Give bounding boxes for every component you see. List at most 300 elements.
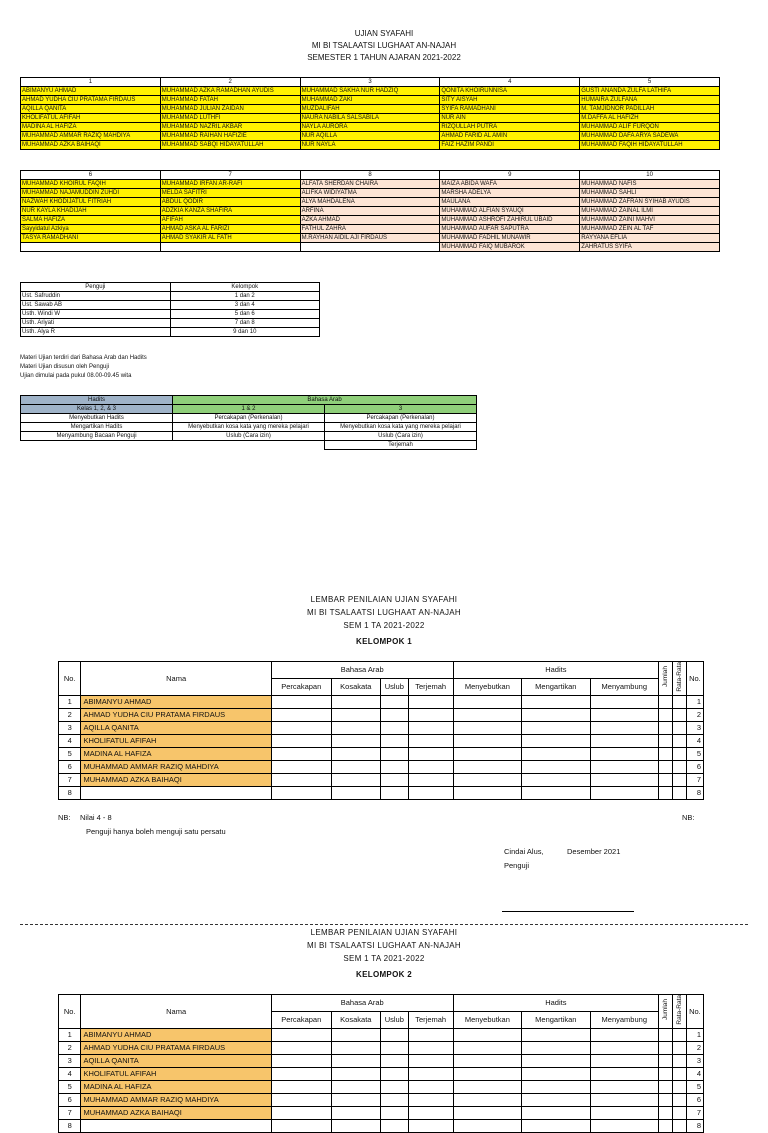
score-cell[interactable]: [408, 1119, 453, 1132]
score-row: [59, 695, 704, 708]
score-cell[interactable]: [659, 1080, 673, 1093]
penguji-table: [20, 282, 320, 337]
score-cell[interactable]: [659, 721, 673, 734]
row-number-right: 2: [686, 1041, 703, 1054]
group-number: 10: [580, 171, 720, 180]
row-number-right: 6: [686, 1093, 703, 1106]
student-name-cell: MUHAMMAD ASHROFI ZAHIRUL UBAID: [440, 216, 580, 225]
score-cell[interactable]: [590, 1106, 658, 1119]
score-cell[interactable]: [672, 747, 686, 760]
kelas-12-header: 1 & 2: [173, 405, 325, 414]
penguji-row: [21, 292, 320, 301]
score-cell[interactable]: [271, 721, 331, 734]
student-name: MUHAMMAD AMMAR RAZIQ MAHDIYA: [81, 1093, 271, 1106]
student-name-cell: AHMAD ASKA AL FARIZI: [160, 225, 300, 234]
row-number: 3: [59, 721, 81, 734]
score-cell[interactable]: [590, 1080, 658, 1093]
col-no: No.: [59, 662, 81, 696]
student-name-cell: MUHAMMAD AZKA RAMADHAN AYUDIS: [160, 87, 300, 96]
score-cell[interactable]: [672, 1119, 686, 1132]
score-cell[interactable]: [408, 786, 453, 799]
group-row: [21, 225, 720, 234]
col-jumlah: [659, 995, 673, 1029]
score-cell[interactable]: [271, 695, 331, 708]
score-cell[interactable]: [271, 1080, 331, 1093]
score-cell[interactable]: [522, 721, 590, 734]
student-name: ABIMANYU AHMAD: [81, 695, 271, 708]
score-cell[interactable]: [380, 773, 408, 786]
row-number: 8: [59, 786, 81, 799]
row-number-right: 4: [686, 1067, 703, 1080]
score-table-kelompok-1: [58, 661, 704, 800]
score-cell[interactable]: [453, 708, 521, 721]
score-cell[interactable]: [408, 1041, 453, 1054]
score-cell[interactable]: [659, 760, 673, 773]
score-cell[interactable]: [380, 1119, 408, 1132]
score-cell[interactable]: [672, 1093, 686, 1106]
student-name-cell: MAULANA: [440, 198, 580, 207]
student-name-cell: SALMA HAFIZA: [21, 216, 161, 225]
score-cell[interactable]: [522, 1080, 590, 1093]
col-sub: Uslub: [380, 678, 408, 695]
score-cell[interactable]: [453, 1080, 521, 1093]
score-cell[interactable]: [522, 708, 590, 721]
score-cell[interactable]: [590, 1041, 658, 1054]
score-cell[interactable]: [408, 1080, 453, 1093]
score-cell[interactable]: [659, 1106, 673, 1119]
score-cell[interactable]: [453, 734, 521, 747]
col-sub: Menyebutkan: [453, 1011, 521, 1028]
score-cell[interactable]: [380, 1028, 408, 1041]
score-cell[interactable]: [590, 721, 658, 734]
col-sub: Mengartikan: [522, 678, 590, 695]
student-name: AQILLA QANITA: [81, 1054, 271, 1067]
col-sub: Uslub: [380, 1011, 408, 1028]
score-cell[interactable]: [659, 786, 673, 799]
score-cell[interactable]: [331, 773, 380, 786]
score-cell[interactable]: [659, 1093, 673, 1106]
lembar-sem: SEM 1 TA 2021-2022: [343, 954, 425, 963]
penguji-kelompok: 3 dan 4: [170, 301, 320, 310]
score-cell[interactable]: [453, 695, 521, 708]
score-cell[interactable]: [380, 760, 408, 773]
student-name-cell: AHMAD YUDHA CIU PRATAMA FIRDAUS: [21, 96, 161, 105]
student-name-cell: MUHAMMAD AMMAR RAZIQ MAHDIYA: [21, 132, 161, 141]
score-cell[interactable]: [590, 1028, 658, 1041]
score-cell[interactable]: [331, 1080, 380, 1093]
score-cell[interactable]: [380, 721, 408, 734]
score-cell[interactable]: [672, 1028, 686, 1041]
score-cell[interactable]: [331, 1041, 380, 1054]
sign-place: Cindai Alus,: [504, 847, 544, 856]
score-cell[interactable]: [331, 1067, 380, 1080]
student-name: KHOLIFATUL AFIFAH: [81, 1067, 271, 1080]
score-cell[interactable]: [453, 786, 521, 799]
score-cell[interactable]: [590, 1093, 658, 1106]
student-name-cell: ALIFKA WIDIYATMA: [300, 189, 440, 198]
student-name: ABIMANYU AHMAD: [81, 1028, 271, 1041]
score-cell[interactable]: [408, 760, 453, 773]
score-cell[interactable]: [659, 1028, 673, 1041]
signature-line: [502, 911, 634, 912]
score-cell[interactable]: [522, 1054, 590, 1067]
score-cell[interactable]: [408, 695, 453, 708]
student-name: KHOLIFATUL AFIFAH: [81, 734, 271, 747]
score-cell[interactable]: [271, 1093, 331, 1106]
score-cell[interactable]: [271, 1067, 331, 1080]
score-row: [59, 747, 704, 760]
score-cell[interactable]: [672, 760, 686, 773]
score-cell[interactable]: [380, 1080, 408, 1093]
score-cell[interactable]: [331, 695, 380, 708]
score-cell[interactable]: [659, 1119, 673, 1132]
score-cell[interactable]: [522, 1041, 590, 1054]
student-name: MUHAMMAD AZKA BAIHAQI: [81, 1106, 271, 1119]
rata-label: Rata-Rata: [675, 995, 683, 1025]
penguji-name: Ust. Safruddin: [21, 292, 171, 301]
student-name-cell: NAURA NABILA SALSABILA: [300, 114, 440, 123]
score-row: [59, 1028, 704, 1041]
score-cell[interactable]: [331, 760, 380, 773]
row-number-right: 7: [686, 773, 703, 786]
score-row: [59, 1054, 704, 1067]
score-cell[interactable]: [271, 760, 331, 773]
col-rata-rata: [672, 995, 686, 1029]
student-name-cell: NUR AIN: [440, 114, 580, 123]
score-cell[interactable]: [331, 1054, 380, 1067]
row-number: 7: [59, 1106, 81, 1119]
penguji-name: Usth. Windi W: [21, 310, 171, 319]
student-name-cell: MUHAMMAD SAHLI: [580, 189, 720, 198]
student-name: [81, 1119, 271, 1132]
col-hadits: Hadits: [453, 662, 658, 679]
score-cell[interactable]: [453, 1093, 521, 1106]
score-cell[interactable]: [408, 773, 453, 786]
score-cell[interactable]: [659, 1067, 673, 1080]
score-row: [59, 1067, 704, 1080]
materi-cell: Menyebutkan kosa kata yang mereka pelajari: [325, 423, 477, 432]
row-number-right: 1: [686, 1028, 703, 1041]
penguji-kelompok: 7 dan 8: [170, 319, 320, 328]
col-no: No.: [59, 995, 81, 1029]
group-row: [21, 114, 720, 123]
score-cell[interactable]: [672, 734, 686, 747]
row-number-right: 8: [686, 786, 703, 799]
score-cell[interactable]: [331, 721, 380, 734]
rata-label: Rata-Rata: [675, 662, 683, 692]
score-cell[interactable]: [331, 1093, 380, 1106]
group-number: 1: [21, 78, 161, 87]
score-cell[interactable]: [522, 1093, 590, 1106]
materi-cell: Uslub (Cara izin): [325, 432, 477, 441]
score-cell[interactable]: [659, 708, 673, 721]
student-name-cell: MUHAMMAD NAFIS: [580, 180, 720, 189]
col-sub: Mengartikan: [522, 1011, 590, 1028]
score-cell[interactable]: [659, 773, 673, 786]
col-sub: Terjemah: [408, 678, 453, 695]
student-name-cell: TASYA RAMADHANI: [21, 234, 161, 243]
penguji-kelompok: 5 dan 6: [170, 310, 320, 319]
score-cell[interactable]: [522, 773, 590, 786]
row-number: 6: [59, 760, 81, 773]
student-name-cell: MUHAMMAD RAIHAN HAFIZIE: [160, 132, 300, 141]
score-row: [59, 1093, 704, 1106]
score-cell[interactable]: [380, 1067, 408, 1080]
score-cell[interactable]: [659, 695, 673, 708]
group-row: [21, 189, 720, 198]
header-title: UJIAN SYAFAHI: [354, 29, 414, 38]
score-cell[interactable]: [453, 1054, 521, 1067]
student-name-cell: MADINA AL HAFIZA: [21, 123, 161, 132]
student-name-cell: AFIFAH: [160, 216, 300, 225]
hadits-header: Hadits: [21, 396, 173, 405]
kelompok-header: Kelompok: [170, 283, 320, 292]
lembar-title: LEMBAR PENILAIAN UJIAN SYAFAHI: [310, 928, 458, 937]
score-cell[interactable]: [590, 1054, 658, 1067]
score-cell[interactable]: [522, 786, 590, 799]
group-header-row: [21, 171, 720, 180]
score-cell[interactable]: [672, 1067, 686, 1080]
score-cell[interactable]: [271, 786, 331, 799]
group-header-row: [21, 78, 720, 87]
score-row: [59, 1080, 704, 1093]
score-cell[interactable]: [453, 1028, 521, 1041]
col-nama: Nama: [81, 662, 271, 696]
group-number: 5: [580, 78, 720, 87]
kelas-header: Kelas 1, 2, & 3: [21, 405, 173, 414]
student-name-cell: ARFINA: [300, 207, 440, 216]
nb-label-right: NB:: [682, 813, 695, 822]
col-no-right: No.: [686, 662, 703, 696]
score-cell[interactable]: [659, 1041, 673, 1054]
student-name-cell: MUHAMMAD NAJAMUDDIN ZUHDI: [21, 189, 161, 198]
row-number: 5: [59, 1080, 81, 1093]
group-row: [21, 141, 720, 150]
student-name-cell: RAYYANA EFLIA: [580, 234, 720, 243]
score-cell[interactable]: [453, 1041, 521, 1054]
score-cell[interactable]: [672, 786, 686, 799]
penguji-rule: Penguji hanya boleh menguji satu persatu: [86, 827, 226, 836]
student-name-cell: FATHUL ZAHRA: [300, 225, 440, 234]
student-name-cell: NAZWAH KHODIJATUL FITRIAH: [21, 198, 161, 207]
row-number-right: 2: [686, 708, 703, 721]
score-cell[interactable]: [380, 1054, 408, 1067]
score-cell[interactable]: [331, 708, 380, 721]
student-name-cell: MUHAMMAD ZAFRAN SYIHAB AYUDIS: [580, 198, 720, 207]
score-cell[interactable]: [408, 721, 453, 734]
group-number: 2: [160, 78, 300, 87]
score-cell[interactable]: [672, 708, 686, 721]
group-row: [21, 123, 720, 132]
score-cell[interactable]: [590, 773, 658, 786]
materi-cell: Percakapan (Perkenalan): [325, 414, 477, 423]
student-name: AHMAD YUDHA CIU PRATAMA FIRDAUS: [81, 1041, 271, 1054]
exam-notes: [20, 354, 147, 381]
score-cell[interactable]: [522, 760, 590, 773]
score-cell[interactable]: [590, 695, 658, 708]
row-number: 6: [59, 1093, 81, 1106]
student-name-cell: MUHAMMAD AZKA BAIHAQI: [21, 141, 161, 150]
score-row: [59, 721, 704, 734]
col-sub: Kosakata: [331, 1011, 380, 1028]
row-number: 7: [59, 773, 81, 786]
score-cell[interactable]: [380, 708, 408, 721]
student-name-cell: ABIMANYU AHMAD: [21, 87, 161, 96]
student-name-cell: Sayyidatul Azkiya: [21, 225, 161, 234]
student-name-cell: MUHAMMAD ALFIAN SYAUQI: [440, 207, 580, 216]
score-cell[interactable]: [522, 1028, 590, 1041]
score-cell[interactable]: [331, 1028, 380, 1041]
score-cell[interactable]: [672, 721, 686, 734]
row-number: 4: [59, 1067, 81, 1080]
score-cell[interactable]: [522, 1119, 590, 1132]
penguji-row: [21, 301, 320, 310]
student-name-cell: ABDUL QODIR: [160, 198, 300, 207]
penguji-row: [21, 310, 320, 319]
score-cell[interactable]: [271, 1028, 331, 1041]
student-name-cell: MUHAMMAD ZAINAL ILMI: [580, 207, 720, 216]
row-number-right: 8: [686, 1119, 703, 1132]
penguji-row: [21, 319, 320, 328]
student-name-cell: MUHAMMAD SABQI HIDAYATULLAH: [160, 141, 300, 150]
materi-row: [21, 432, 477, 441]
score-row: [59, 708, 704, 721]
score-cell[interactable]: [380, 734, 408, 747]
document-header: [0, 28, 768, 64]
score-cell[interactable]: [331, 734, 380, 747]
score-cell[interactable]: [271, 1054, 331, 1067]
score-cell[interactable]: [408, 1067, 453, 1080]
score-cell[interactable]: [453, 1119, 521, 1132]
score-cell[interactable]: [380, 786, 408, 799]
score-table-kelompok-2: [58, 994, 704, 1133]
score-cell[interactable]: [408, 708, 453, 721]
student-name-cell: MUHAMMAD FATAH: [160, 96, 300, 105]
penguji-name: Ust. Sawab AB: [21, 301, 171, 310]
student-name-cell: ADZKIA KANZA SHAFIRA: [160, 207, 300, 216]
student-name-cell: MUHAMMAD LUTHFI: [160, 114, 300, 123]
score-cell[interactable]: [453, 747, 521, 760]
note-line: Ujian dimulai pada pukul 08.00-09.45 wita: [20, 373, 132, 379]
score-cell[interactable]: [590, 747, 658, 760]
score-cell[interactable]: [672, 773, 686, 786]
score-row: [59, 734, 704, 747]
note-line: Materi Ujian disusun oleh Penguji: [20, 364, 110, 370]
score-cell[interactable]: [659, 734, 673, 747]
group-row: [21, 207, 720, 216]
row-number-right: 3: [686, 1054, 703, 1067]
group-row: [21, 105, 720, 114]
score-cell[interactable]: [590, 1119, 658, 1132]
penguji-kelompok: 9 dan 10: [170, 328, 320, 337]
score-cell[interactable]: [380, 1041, 408, 1054]
score-cell[interactable]: [408, 1054, 453, 1067]
groups-table-6-10: [20, 170, 720, 252]
col-sub: Menyambung: [590, 1011, 658, 1028]
score-cell[interactable]: [408, 1106, 453, 1119]
score-cell[interactable]: [522, 747, 590, 760]
score-cell[interactable]: [659, 1054, 673, 1067]
score-cell[interactable]: [380, 1106, 408, 1119]
score-cell[interactable]: [672, 1054, 686, 1067]
group-row: [21, 96, 720, 105]
col-rata-rata: [672, 662, 686, 696]
score-cell[interactable]: [271, 773, 331, 786]
score-cell[interactable]: [408, 747, 453, 760]
score-cell[interactable]: [271, 1041, 331, 1054]
score-cell[interactable]: [590, 734, 658, 747]
score-cell[interactable]: [331, 747, 380, 760]
score-cell[interactable]: [659, 747, 673, 760]
score-cell[interactable]: [271, 1106, 331, 1119]
score-cell[interactable]: [380, 695, 408, 708]
student-name-cell: FAIZ HAZIM PANDI: [440, 141, 580, 150]
score-cell[interactable]: [453, 721, 521, 734]
score-cell[interactable]: [522, 1106, 590, 1119]
score-cell[interactable]: [453, 773, 521, 786]
score-cell[interactable]: [672, 1106, 686, 1119]
col-sub: Kosakata: [331, 678, 380, 695]
student-name-cell: MUHAMMAD ALIF FURQON: [580, 123, 720, 132]
score-cell[interactable]: [453, 760, 521, 773]
score-cell[interactable]: [271, 734, 331, 747]
student-name-cell: MUHAMMAD JULIAN ZAIDAN: [160, 105, 300, 114]
score-cell[interactable]: [672, 1041, 686, 1054]
score-cell[interactable]: [672, 695, 686, 708]
score-cell[interactable]: [271, 708, 331, 721]
nb-label: NB:: [58, 813, 71, 822]
score-cell[interactable]: [590, 786, 658, 799]
score-cell[interactable]: [380, 1093, 408, 1106]
student-name-cell: GUSTI ANANDA ZULFA LATHIFA: [580, 87, 720, 96]
score-cell[interactable]: [331, 1119, 380, 1132]
materi-cell: [173, 441, 325, 450]
student-name-cell: MUHAMMAD ZAKI: [300, 96, 440, 105]
score-cell[interactable]: [522, 1067, 590, 1080]
score-cell[interactable]: [453, 1106, 521, 1119]
score-cell[interactable]: [331, 786, 380, 799]
score-cell[interactable]: [590, 708, 658, 721]
score-cell[interactable]: [408, 1093, 453, 1106]
score-cell[interactable]: [453, 1067, 521, 1080]
score-cell[interactable]: [522, 734, 590, 747]
score-cell[interactable]: [271, 747, 331, 760]
score-cell[interactable]: [331, 1106, 380, 1119]
col-bahasa-arab: Bahasa Arab: [271, 662, 453, 679]
student-name-cell: MUHAMMAD FAQIH HIDAYATULLAH: [580, 141, 720, 150]
score-cell[interactable]: [590, 760, 658, 773]
student-name-cell: MUHAMMAD ZAINI MAHVI: [580, 216, 720, 225]
lembar-school: MI BI TSALAATSI LUGHAAT AN-NAJAH: [307, 941, 461, 950]
student-name-cell: NUR AQILLA: [300, 132, 440, 141]
student-name-cell: MUHAMMAD KHOIRUL FAQIH: [21, 180, 161, 189]
materi-cell: Menyebutkan kosa kata yang mereka pelajari: [173, 423, 325, 432]
score-cell[interactable]: [408, 734, 453, 747]
score-cell[interactable]: [672, 1080, 686, 1093]
student-name-cell: MUHAMMAD ZEIN AL TAF: [580, 225, 720, 234]
score-cell[interactable]: [271, 1119, 331, 1132]
student-name: MUHAMMAD AZKA BAIHAQI: [81, 773, 271, 786]
student-name-cell: MUHAMMAD NAZRIL AKBAR: [160, 123, 300, 132]
score-row: [59, 1119, 704, 1132]
score-cell[interactable]: [522, 695, 590, 708]
score-cell[interactable]: [380, 747, 408, 760]
score-cell[interactable]: [590, 1067, 658, 1080]
materi-table: [20, 395, 477, 450]
row-number: 4: [59, 734, 81, 747]
score-cell[interactable]: [408, 1028, 453, 1041]
student-name-cell: AHMAD FARID AL AMIN: [440, 132, 580, 141]
